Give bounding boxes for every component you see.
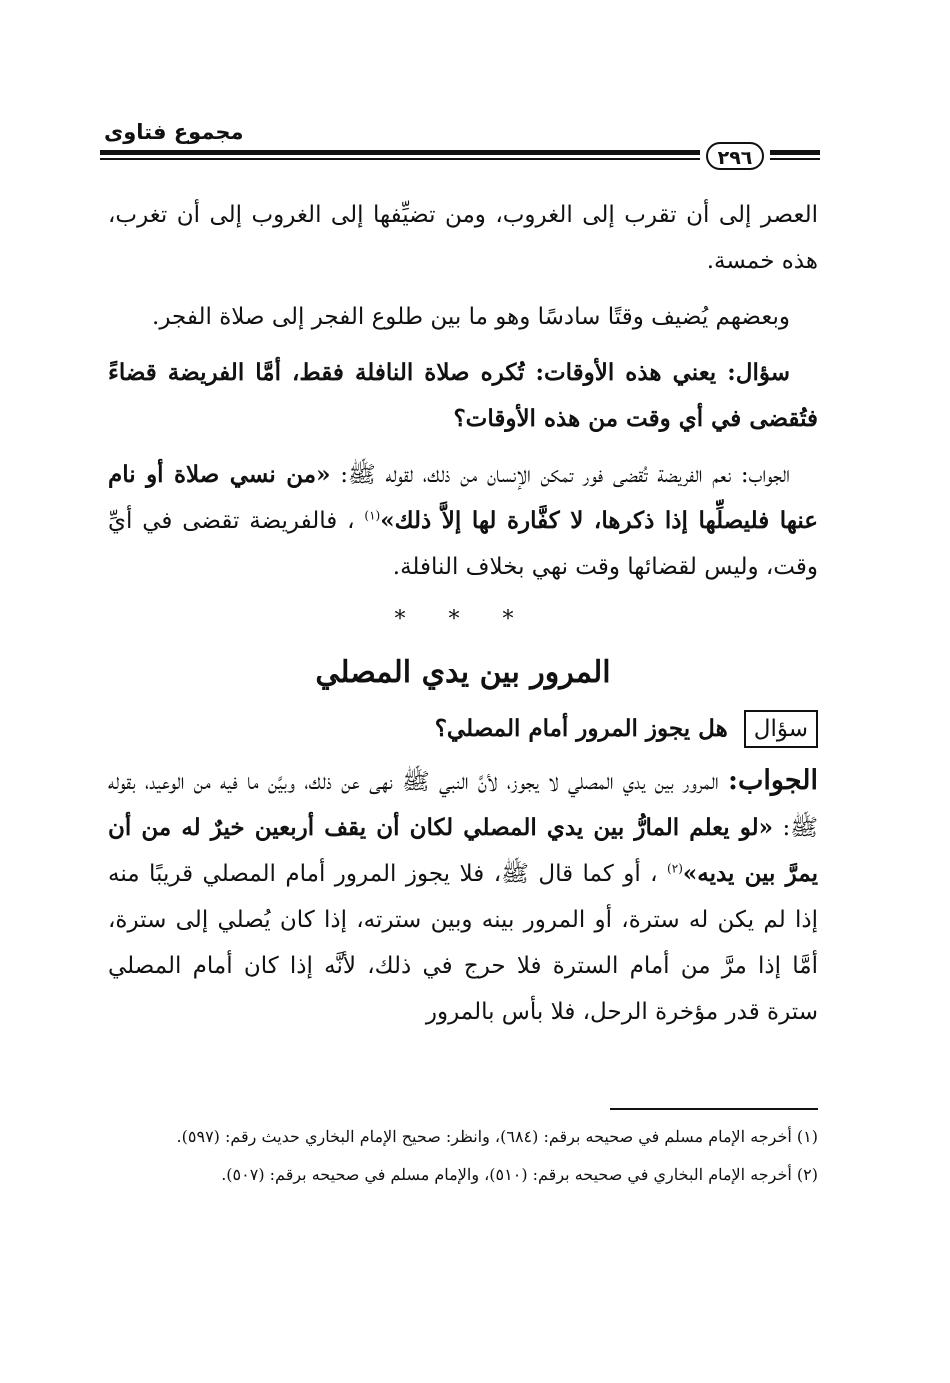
answer-rest: ، فالفريضة تقضى في أيِّ وقت، وليس لقضائها وقت نهي بخلاف النافلة.: [108, 508, 818, 580]
page-body: [108, 192, 818, 1045]
question-passing-text: هل يجوز المرور أمام المصلي؟: [434, 715, 728, 742]
question-makeup-prayer: سؤال: يعني هذه الأوقات: تُكره صلاة النافلة فقط، أمَّا الفريضة قضاءً فتُقضى في أي وقت من هذه الأوقات؟: [108, 359, 818, 432]
question-label-box: سؤال: [744, 710, 818, 748]
hadith-quote: «من نسي صلاة أو نام عنها فليصلِّها إذا ذكرها، لا كفَّارة لها إلاَّ ذلك»: [108, 461, 819, 534]
answer-passing-part2: ، أو كما قال ﷺ، فلا يجوز المرور أمام المصلي قريبًا منه إذا لم يكن له سترة، أو المرور بينه وبين سترته، إذا كان يُصلي إلى سترة، أمَّا إذا مرَّ من أمام السترة فلا حرج في ذلك، لأنَّه إذا كان أمام المصلي سترة قدر مؤخرة الرحل، فلا بأس بالمرور: [108, 861, 818, 1025]
footnote-ref-2: (٢): [667, 861, 683, 876]
answer-makeup-prayer: [108, 452, 818, 590]
question-passing-line: [108, 706, 818, 752]
answer-label: الجواب:: [728, 765, 819, 796]
answer-intro: الجواب: نعم الفريضة تُقضى فور تمكن الإنسان من ذلك، لقوله ﷺ:: [340, 462, 790, 488]
section-heading: المرور بين يدي المصلي: [315, 655, 611, 690]
header-rule-thin: [100, 158, 700, 160]
footnote-1: (١) أخرجه الإمام مسلم في صحيحه برقم: (٦٨٤)، وانظر: صحيح الإمام البخاري حديث رقم: (٥٩٧).: [176, 1127, 818, 1146]
header-rule-right-thin: [770, 158, 820, 160]
page-number: ٢٩٦: [706, 142, 764, 170]
footnote-2: (٢) أخرجه الإمام البخاري في صحيحه برقم: (٥١٠)، والإمام مسلم في صحيحه برقم: (٥٠٧).: [221, 1165, 818, 1184]
hadith-quote-2: «لو يعلم المارُّ بين يدي المصلي لكان أن يقف أربعين خيرٌ له من أن يمرَّ بين يديه»: [108, 814, 818, 887]
answer-passing: [108, 758, 818, 1035]
paragraph-continuation: العصر إلى أن تقرب إلى الغروب، ومن تضيِّفها إلى الغروب إلى أن تغرب، هذه خمسة.: [108, 202, 818, 274]
answer-passing-part1: المرور بين يدي المصلي لا يجوز، لأنَّ النبي ﷺ نهى عن ذلك، وبيَّن ما فيه من الوعيد، بقوله ﷺ:: [108, 769, 818, 841]
footnote-ref-1: (١): [364, 508, 381, 523]
page-header: [100, 120, 820, 180]
footnotes: [108, 1120, 818, 1196]
footnote-divider: [610, 1108, 818, 1110]
header-rule-right: [770, 150, 820, 155]
header-rule-thick: [100, 150, 700, 155]
paragraph-sixth-time: وبعضهم يُضيف وقتًا سادسًا وهو ما بين طلوع الفجر إلى صلاة الفجر.: [152, 304, 790, 330]
book-title: مجموع فتاوى: [104, 120, 244, 144]
section-separator: * * *: [394, 607, 532, 632]
